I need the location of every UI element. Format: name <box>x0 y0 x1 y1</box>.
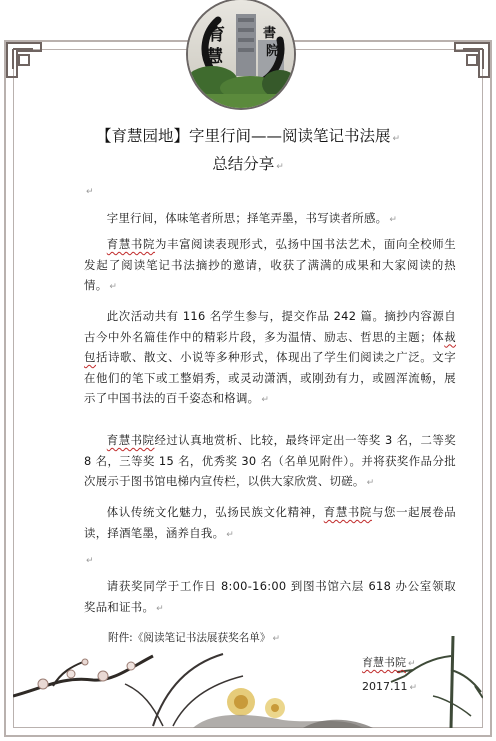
paragraph-mark: ↵ <box>389 215 398 225</box>
p3-text-b: 括诗歌、散文、小说等多种形式，体现出了学生们阅读之广泛。文字在他们的笔下或工整娟秀，或灵动潇洒，或刚劲有力，或圆浑流畅，展示了中国书法的百千姿态和格调。 <box>84 350 456 406</box>
seal-char-2: 慧 <box>206 47 223 67</box>
empty-paragraph-mark: ↵ <box>86 556 94 566</box>
p4-org-name: 育慧书院 <box>106 433 155 447</box>
paragraph-mark: ↵ <box>366 478 375 489</box>
paragraph-mark: ↵ <box>272 634 281 644</box>
p5-org-name: 育慧书院 <box>323 505 372 519</box>
seal-char-4: 院 <box>266 44 280 59</box>
paragraph-mark: ↵ <box>409 683 418 693</box>
corner-fret-top-left <box>5 41 45 81</box>
document-title-line-1 <box>0 124 496 146</box>
seal-char-3: 書 <box>263 26 277 41</box>
p4-text: 经过认真地赏析、比较，最终评定出一等奖 3 名，二等奖 8 名，三等奖 15 名，优秀奖 30 名（名单见附件）。并将获奖作品分批次展示于图书馆电梯内宣传栏，以供大家欣赏、切磋。 <box>84 433 456 489</box>
title-text-2: 总结分享 <box>212 155 275 173</box>
title-text-1: 【育慧园地】字里行间——阅读笔记书法展 <box>95 127 391 145</box>
body-paragraph-3 <box>84 306 456 411</box>
body-paragraph-6 <box>84 576 456 619</box>
attachment-text: 附件:《阅读笔记书法展获奖名单》 <box>108 632 271 644</box>
body-paragraph-2 <box>84 234 456 298</box>
paragraph-mark: ↵ <box>226 529 235 540</box>
academy-seal-logo <box>188 0 294 108</box>
paragraph-mark: ↵ <box>408 659 416 669</box>
seal-char-1: 育 <box>208 25 225 45</box>
empty-paragraph-mark: ↵ <box>86 187 94 197</box>
paragraph-mark: ↵ <box>392 134 401 144</box>
document-title-line-2 <box>0 152 496 174</box>
signature-date <box>362 680 417 693</box>
p5-text-b: 与您一起展卷品读，择酒笔墨，涵养自我。 <box>84 505 456 540</box>
body-paragraph-5 <box>84 502 456 545</box>
signature-org <box>362 654 416 670</box>
paragraph-mark: ↵ <box>156 603 164 614</box>
p3-flagged-word: 裁包 <box>84 329 456 365</box>
body-paragraph-1 <box>84 208 456 231</box>
p1-text: 字里行间，体味笔者所思；择笔弄墨，书写读者所感。 <box>106 211 388 225</box>
body-paragraph-4 <box>84 430 456 494</box>
signature-date-text: 2017.11 <box>362 680 408 693</box>
paragraph-mark: ↵ <box>261 395 270 406</box>
p2-text: 为丰富阅读表现形式，弘扬中国书法艺术，面向全校师生发起了阅读笔记书法摘抄的邀请，收获了满满的成果和大家阅读的热情。 <box>84 237 456 293</box>
paragraph-mark: ↵ <box>109 282 118 293</box>
p3-text-a: 此次活动共有 116 名学生参与，提交作品 242 篇。摘抄内容源自古今中外名篇佳作中的精彩片段，多为温情、励志、哲思的主题；体 <box>84 309 456 344</box>
paragraph-mark: ↵ <box>276 162 284 172</box>
p5-text-a: 体认传统文化魅力，弘扬民族文化精神， <box>106 505 324 519</box>
corner-fret-top-right <box>451 41 491 81</box>
p6-text: 请获奖同学于工作日 8:00-16:00 到图书馆六层 618 办公室领取奖品和证书。 <box>84 579 456 614</box>
p2-org-name: 育慧书院 <box>106 237 156 251</box>
signature-org-name: 育慧书院 <box>362 656 406 669</box>
